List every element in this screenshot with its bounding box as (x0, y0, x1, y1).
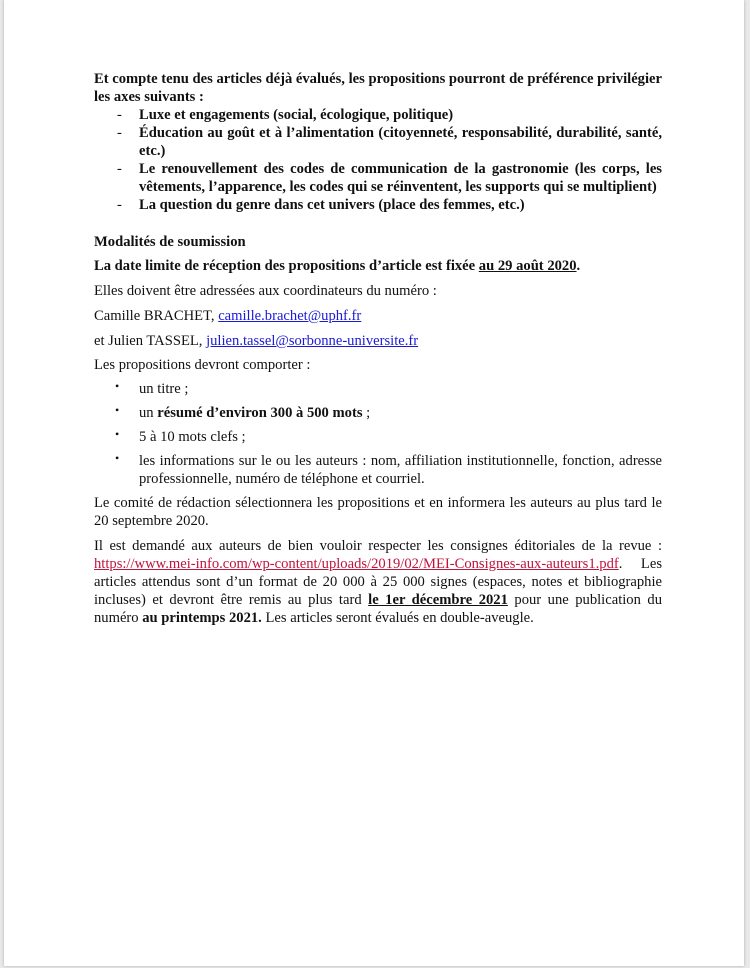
guidelines-paragraph: Il est demandé aux auteurs de bien vouloir respecter les consignes éditoriales de la revue : https://www.mei-info.com/wp-content/uploads/2019/02/MEI-Consignes-aux-auteurs1.pdf. Les articles attendus sont d’un format de 20 000 à 25 000 signes (espaces, notes et bibliographie incluses) et devront être remis au plus tard le 1er décembre 2021 pour une publication du numéro au printemps 2021. Les articles seront évalués en double-aveugle. (94, 538, 662, 626)
coordinator-2: et Julien TASSEL, julien.tassel@sorbonne-universite.fr (94, 333, 419, 349)
coordinator-1: Camille BRACHET, camille.brachet@uphf.fr (94, 308, 362, 324)
address-intro: Elles doivent être adressées aux coordinateurs du numéro : (94, 283, 437, 299)
list-item: • un résumé d’environ 300 à 500 mots ; (115, 403, 371, 421)
contents-intro: Les propositions devront comporter : (94, 357, 311, 373)
section-title: Modalités de soumission (94, 234, 246, 250)
document-content (94, 70, 662, 627)
document-page (4, 0, 744, 966)
submission-date: le 1er décembre 2021 (368, 592, 508, 608)
bullet-icon: • (115, 379, 120, 393)
axis-item: - Luxe et engagements (social, écologique, politique) (117, 107, 454, 123)
bullet-icon: • (115, 427, 120, 441)
coordinator-1-email-link[interactable]: camille.brachet@uphf.fr (218, 308, 362, 324)
axes-list (94, 106, 662, 214)
intro-paragraph: Et compte tenu des articles déjà évalués, les propositions pourront de préférence privilégier les axes suivants : (94, 71, 662, 105)
contents-list (94, 380, 662, 488)
list-item: • 5 à 10 mots clefs ; (115, 427, 246, 445)
axis-item: - La question du genre dans cet univers (place des femmes, etc.) (117, 197, 525, 213)
axis-item: - Le renouvellement des codes de communication de la gastronomie (les corps, les vêtements, l’apparence, les codes qui se réinventent, les supports qui se multiplient) (117, 161, 662, 195)
bullet-icon: • (115, 403, 120, 417)
bullet-icon: • (115, 451, 120, 465)
publication-date: au printemps 2021. (142, 610, 262, 626)
axis-item: - Éducation au goût et à l’alimentation (citoyenneté, responsabilité, durabilité, santé, etc.) (117, 125, 662, 159)
deadline-date: au 29 août 2020 (478, 258, 577, 274)
coordinator-2-email-link[interactable]: julien.tassel@sorbonne-universite.fr (206, 333, 419, 349)
committee-paragraph: Le comité de rédaction sélectionnera les propositions et en informera les auteurs au plus tard le 20 septembre 2020. (94, 495, 662, 529)
list-item: • les informations sur le ou les auteurs : nom, affiliation institutionnelle, fonction, adresse professionnelle, numéro de téléphone et courriel. (115, 451, 662, 487)
deadline-line: La date limite de réception des propositions d’article est fixée au 29 août 2020. (94, 258, 581, 274)
list-item: • un titre ; (115, 379, 189, 397)
guidelines-link[interactable]: https://www.mei-info.com/wp-content/uploads/2019/02/MEI-Consignes-aux-auteurs1.pdf (94, 556, 619, 572)
